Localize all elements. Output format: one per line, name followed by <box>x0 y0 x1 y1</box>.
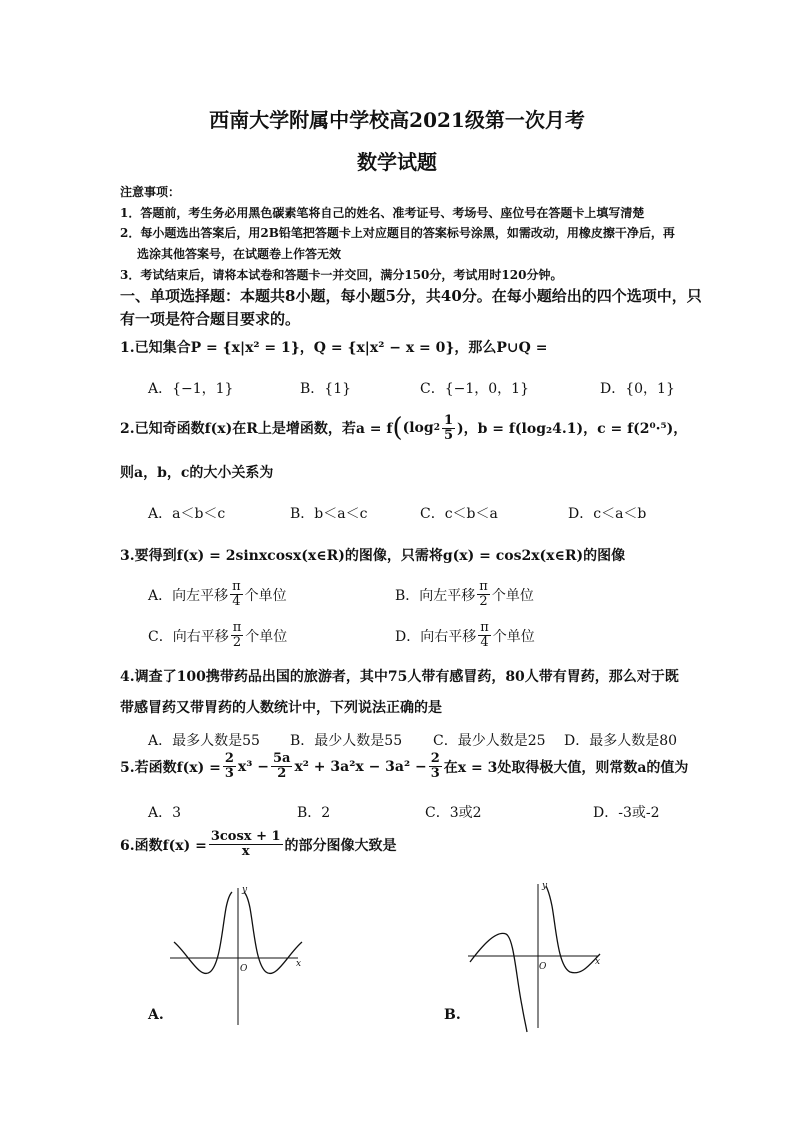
q6-stem-part: 6.函数f(x) = <box>120 837 207 854</box>
frac-num: 5a <box>272 751 291 766</box>
frac-num: π <box>480 620 489 635</box>
x-axis-label: x <box>296 959 302 969</box>
q5-stem-part: 5.若函数f(x) = <box>120 759 221 776</box>
origin-label: O <box>240 964 248 974</box>
q3-option-b-unit: 个单位 <box>491 587 534 604</box>
q2-option-a: A．a＜b＜c <box>148 506 226 522</box>
q3-option-b <box>395 580 534 609</box>
question-4-line1: 4.调查了100携带药品出国的旅游者，其中75人带有感冒药，80人带有胃药，那么对于既 <box>120 669 679 685</box>
q3-option-b-text: B．向左平移 <box>395 587 476 604</box>
q1-option-d: D．{0，1} <box>600 381 675 397</box>
q6-option-b-label: B. <box>444 1007 461 1023</box>
q3-option-d-unit: 个单位 <box>492 628 535 645</box>
q2-frac-num: 1 <box>443 412 453 428</box>
q5-option-c: C．3或2 <box>425 805 482 821</box>
frac-den: 3 <box>224 766 234 781</box>
question-5-stem <box>120 752 688 781</box>
q3-option-c-unit: 个单位 <box>245 628 288 645</box>
q3-option-b-frac <box>477 580 490 609</box>
note-item: 1．答题前，考生务必用黑色碳素笔将自己的姓名、准考证号、考场号、座位号在答题卡上填写清楚 <box>120 206 645 220</box>
q5-frac-3 <box>429 752 442 781</box>
question-2-line2: 则a，b，c的大小关系为 <box>120 465 274 481</box>
curve-right <box>244 892 302 974</box>
question-2-stem <box>120 413 687 443</box>
q3-option-c-frac <box>231 621 244 650</box>
q6-option-a-label: A. <box>148 1007 164 1023</box>
frac-den: 2 <box>277 766 287 781</box>
curve-right <box>546 886 600 973</box>
frac-num: 2 <box>430 751 440 766</box>
q5-option-a: A．3 <box>148 805 182 821</box>
q3-option-a-frac <box>230 580 243 609</box>
q4-option-c: C．最少人数是25 <box>433 733 546 749</box>
frac-den: 3 <box>430 766 440 781</box>
q4-option-b: B．最少人数是55 <box>290 733 403 749</box>
frac-den: 2 <box>479 594 488 609</box>
frac-num: 2 <box>224 751 234 766</box>
q3-option-a-unit: 个单位 <box>244 587 287 604</box>
note-item: 3．考试结束后，请将本试卷和答题卡一并交回，满分150分，考试用时120分钟。 <box>120 268 563 282</box>
section-heading-cont: 有一项是符合题目要求的。 <box>120 310 301 328</box>
question-3-stem: 3.要得到f(x) = 2sinxcosx(x∈R)的图像，只需将g(x) = cos2x(x∈R)的图像 <box>120 548 626 564</box>
section-heading: 一、单项选择题：本题共8小题，每小题5分，共40分。在每小题给出的四个选项中，只 <box>120 287 702 305</box>
q2-paren-open: ( <box>392 413 403 443</box>
q1-option-b: B．{1} <box>300 381 352 397</box>
q2-fraction <box>442 414 455 443</box>
q1-option-c: C．{−1，0，1} <box>420 381 529 397</box>
q2-log: (log <box>402 420 434 436</box>
q2-option-d: D．c＜a＜b <box>568 506 647 522</box>
q3-option-c-text: C．向右平移 <box>148 628 229 645</box>
q3-option-d-frac <box>478 621 491 650</box>
note-item: 2．每小题选出答案后，用2B铅笔把答题卡上对应题目的答案标号涂黑，如需改动，用橡皮擦干净后，再 <box>120 226 675 240</box>
graph-a <box>160 880 310 1030</box>
q2-option-b: B．b＜a＜c <box>290 506 368 522</box>
q5-frac-1 <box>223 752 236 781</box>
question-6-stem <box>120 830 397 859</box>
curve-left <box>174 892 232 974</box>
exam-subtitle: 数学试题 <box>357 150 437 174</box>
q2-frac-den: 5 <box>443 427 453 443</box>
q5-option-d: D．-3或-2 <box>593 805 660 821</box>
q1-option-a: A．{−1，1} <box>148 381 234 397</box>
q2-option-c: C．c＜b＜a <box>420 506 498 522</box>
q5-stem-part: 在x = 3处取得极大值，则常数a的值为 <box>443 759 689 776</box>
curve-left <box>470 933 527 1032</box>
question-1-stem: 1.已知集合P = {x|x² = 1}，Q = {x|x² − x = 0}，那么P∪Q = <box>120 340 548 356</box>
q5-frac-2 <box>271 752 292 781</box>
graph-b <box>460 876 610 1036</box>
q6-fraction <box>209 830 283 859</box>
y-axis-label: y <box>542 881 548 891</box>
q6-stem-part: 的部分图像大致是 <box>284 837 397 854</box>
q4-option-a: A．最多人数是55 <box>148 733 260 749</box>
notes-heading: 注意事项： <box>120 185 181 199</box>
frac-den: x <box>241 844 250 859</box>
q5-stem-part: x² + 3a²x − 3a² − <box>294 758 427 775</box>
frac-num: π <box>232 620 242 635</box>
frac-num: π <box>479 579 488 594</box>
q3-option-d-text: D．向右平移 <box>395 628 477 645</box>
frac-den: 4 <box>232 594 241 609</box>
exam-title: 西南大学附属中学校高2021级第一次月考 <box>209 108 585 132</box>
q2-log-base: 2 <box>433 423 440 433</box>
q3-option-a <box>148 580 287 609</box>
origin-label: O <box>539 962 547 972</box>
q3-option-c <box>148 621 287 650</box>
y-axis-label: y <box>242 885 248 895</box>
q5-stem-part: x³ − <box>237 758 269 775</box>
q5-option-b: B．2 <box>297 805 331 821</box>
frac-den: 2 <box>232 635 242 650</box>
q2-stem-part: 2.已知奇函数f(x)在R上是增函数，若a = f <box>120 421 393 437</box>
frac-num: 3cosx + 1 <box>210 829 281 844</box>
note-item: 选涂其他答案号，在试题卷上作答无效 <box>137 247 342 261</box>
frac-num: π <box>232 579 241 594</box>
q2-stem-part: )，b = f(log₂4.1)，c = f(2⁰·⁵)， <box>457 421 688 437</box>
q3-option-a-text: A．向左平移 <box>148 587 229 604</box>
q3-option-d <box>395 621 535 650</box>
frac-den: 4 <box>480 635 489 650</box>
q4-option-d: D．最多人数是80 <box>564 733 678 749</box>
question-4-line2: 带感冒药又带胃药的人数统计中，下列说法正确的是 <box>120 700 442 716</box>
x-axis-label: x <box>595 957 601 967</box>
